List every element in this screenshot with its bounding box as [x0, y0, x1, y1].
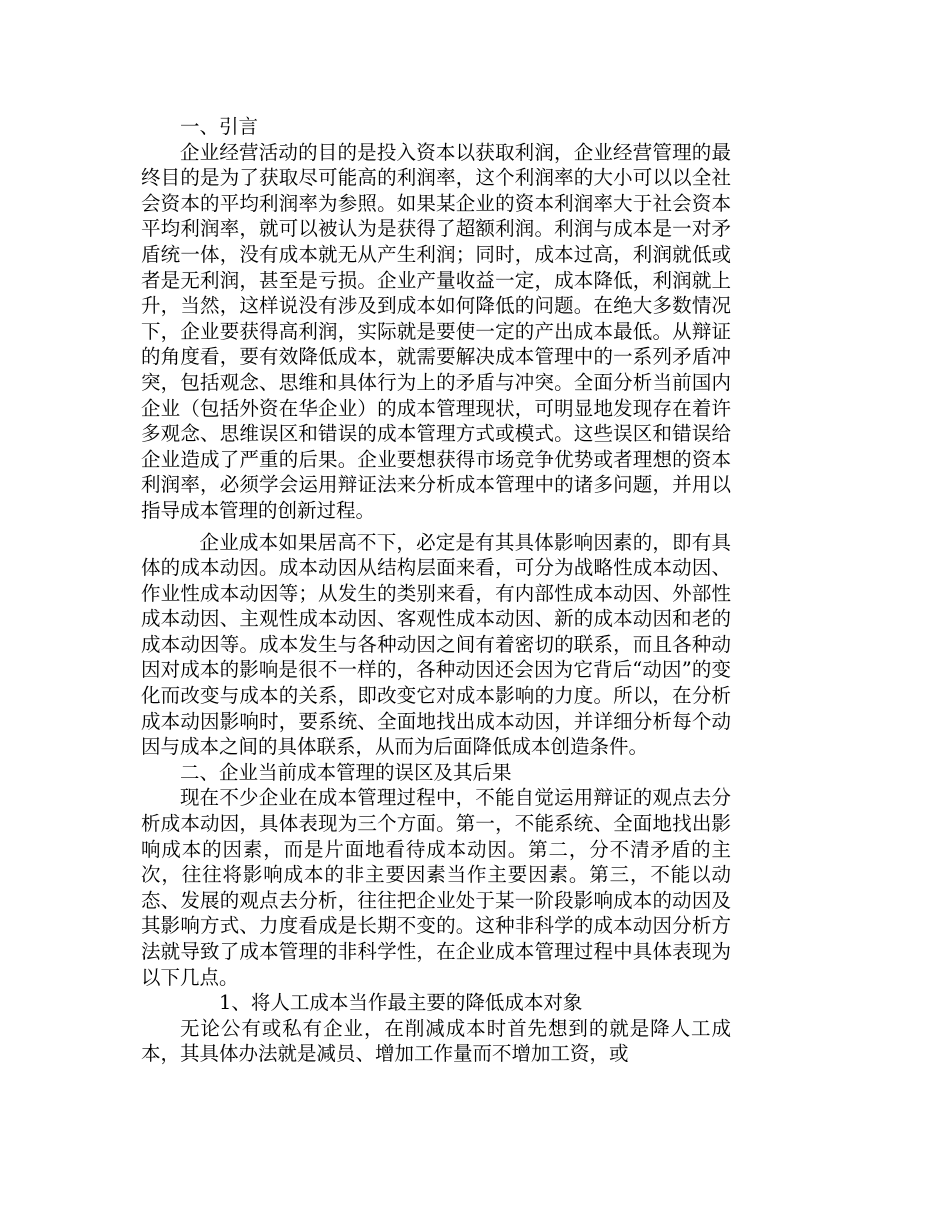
document-body	[141, 114, 731, 1067]
paragraph-intro-1: 企业经营活动的目的是投入资本以获取利润，企业经营管理的最终目的是为了获取尽可能高的利润率，这个利润率的大小可以以全社会资本的平均利润率为参照。如果某企业的资本利润率大于社会资本平均利润率，就可以被认为是获得了超额利润。利润与成本是一对矛盾统一体，没有成本就无从产生利润；同时，成本过高，利润就低或者是无利润，甚至是亏损。企业产量收益一定，成本降低，利润就上升，当然，这样说没有涉及到成本如何降低的问题。在绝大多数情况下，企业要获得高利润，实际就是要使一定的产出成本最低。从辩证的角度看，要有效降低成本，就需要解决成本管理中的一系列矛盾冲突，包括观念、思维和具体行为上的矛盾与冲突。全面分析当前国内企业（包括外资在华企业）的成本管理现状，可明显地发现存在着许多观念、思维误区和错误的成本管理方式或模式。这些误区和错误给企业造成了严重的后果。企业要想获得市场竞争优势或者理想的资本利润率，必须学会运用辩证法来分析成本管理中的诸多问题，并用以指导成本管理的创新过程。	[141, 140, 731, 522]
section-heading-misconceptions: 二、企业当前成本管理的误区及其后果	[180, 760, 512, 784]
paragraph-intro-2: 企业成本如果居高不下，必定是有其具体影响因素的，即有具体的成本动因。成本动因从结构层面来看，可分为战略性成本动因、作业性成本动因等；从发生的类别来看，有内部性成本动因、外部性成本动因、主观性成本动因、客观性成本动因、新的成本动因和老的成本动因等。成本发生与各种动因之间有着密切的联系，而且各种动因对成本的影响是很不一样的，各种动因还会因为它背后“动因”的变化而改变与成本的关系，即改变它对成本影响的力度。所以，在分析成本动因影响时，要系统、全面地找出成本动因，并详细分析每个动因与成本之间的具体联系，从而为后面降低成本创造条件。	[141, 530, 731, 759]
paragraph-misconceptions: 现在不少企业在成本管理过程中，不能自觉运用辩证的观点去分析成本动因，具体表现为三个方面。第一，不能系统、全面地找出影响成本的因素，而是片面地看待成本动因。第二，分不清矛盾的主次，往往将影响成本的非主要因素当作主要因素。第三，不能以动态、发展的观点去分析，往往把企业处于某一阶段影响成本的动因及其影响方式、力度看成是长期不变的。这种非科学的成本动因分析方法就导致了成本管理的非科学性，在企业成本管理过程中具体表现为以下几点。	[141, 786, 731, 989]
paragraph-labor-cost: 无论公有或私有企业，在削减成本时首先想到的就是降人工成本，其具体办法就是减员、增加工作量而不增加工资，或	[141, 1016, 731, 1066]
subheading-labor-cost: 1、将人工成本当作最主要的降低成本对象	[219, 991, 583, 1015]
section-heading-introduction: 一、引言	[180, 115, 259, 138]
